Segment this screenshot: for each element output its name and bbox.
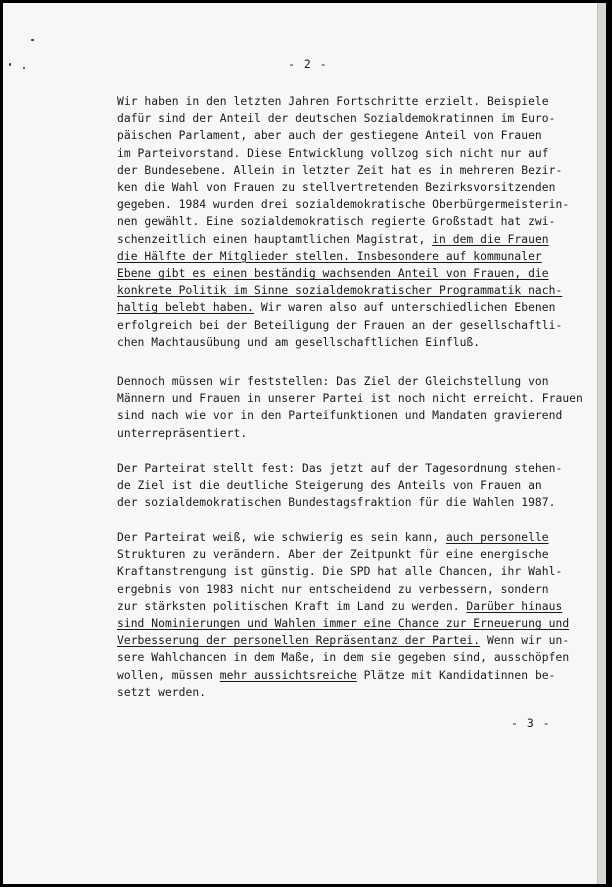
paragraph (117, 460, 577, 512)
underlined-text: Ebene gibt es einen beständig wachsenden Anteil von Frauen, die (117, 267, 549, 281)
scan-edge (597, 3, 606, 884)
underlined-text: Verbesserung der personellen Repräsentanz der Partei. (117, 634, 481, 648)
text-segment: Der Parteirat stellt fest: Das jetzt auf der Tagesordnung stehen- (117, 462, 563, 475)
text-line (117, 632, 577, 649)
text-segment: päischen Parlament, aber auch der gestiegene Anteil von Frauen (117, 129, 542, 143)
document-page (3, 3, 606, 884)
text-segment: der sozialdemokratischen Bundestagsfraktion für die Wahlen 1987. (117, 496, 556, 510)
text-segment: Wenn wir un- (480, 634, 570, 648)
text-line (117, 477, 577, 494)
text-segment: schenzeitlich einen hauptamtlichen Magistrat, (117, 232, 433, 246)
text-line (117, 317, 577, 334)
text-segment: erfolgreich bei der Beteiligung der Frauen an der gesellschaftli- (117, 318, 563, 332)
text-segment: im Parteivorstand. Diese Entwicklung vollzog sich nicht nur auf (117, 146, 549, 160)
text-line (117, 667, 577, 684)
text-segment: zur stärksten politischen Kraft im Land zu werden. (117, 599, 467, 613)
text-line (117, 93, 577, 110)
text-segment: Kraftanstrengung ist günstig. Die SPD hat alle Chancen, ihr Wahl- (117, 565, 563, 579)
text-line (117, 373, 577, 390)
text-segment: Strukturen zu verändern. Aber der Zeitpunkt für eine energische (117, 548, 549, 562)
text-segment: chen Machtausübung und am gesellschaftlichen Einfluß. (117, 335, 481, 349)
text-segment: nen gewählt. Eine sozialdemokratisch regierte Großstadt hat zwi- (117, 215, 556, 229)
text-segment: ken die Wahl von Frauen zu stellvertretenden Bezirksvorsitzenden (117, 181, 556, 195)
text-line (117, 145, 577, 162)
text-segment: Männern und Frauen in unserer Partei ist noch nicht erreicht. Frauen (117, 392, 583, 406)
text-line (117, 213, 577, 230)
text-segment: gegeben. 1984 wurden drei sozialdemokratische Oberbürgermeisterin- (117, 198, 570, 212)
text-segment: ergebnis von 1983 nicht nur entscheidend zu verbessern, sondern (117, 582, 549, 596)
text-segment: Wir haben in den letzten Jahren Fortschritte erzielt. Beispiele (117, 95, 549, 108)
underlined-text: sind Nominierungen und Wahlen immer eine Chance zur Erneuerung und (117, 617, 570, 631)
text-segment: unterrepräsentiert. (117, 426, 248, 440)
text-line (117, 563, 577, 580)
text-line (117, 598, 577, 615)
underlined-text: auch personelle (445, 531, 549, 544)
text-line (117, 334, 577, 351)
text-segment: Wir waren also auf unterschiedlichen Ebenen (254, 301, 556, 315)
text-segment: setzt werden. (117, 685, 207, 699)
text-line (117, 299, 577, 316)
text-segment: Dennoch müssen wir feststellen: Das Ziel der Gleichstellung von (117, 375, 549, 388)
text-line (117, 162, 577, 179)
text-line (117, 127, 577, 144)
text-line (117, 110, 577, 127)
next-page-indicator: - 3 - (511, 716, 551, 730)
paragraph (117, 529, 577, 701)
text-line (117, 494, 577, 511)
text-segment: der Bundesebene. Allein in letzter Zeit hat es in mehreren Bezir- (117, 163, 563, 177)
scan-speck (31, 39, 34, 41)
text-segment: Plätze mit Kandidatinnen be- (356, 668, 556, 682)
underlined-text: konkrete Politik im Sinne sozialdemokratischer Programmatik nach- (117, 284, 563, 298)
text-segment: wollen, müssen (117, 668, 220, 682)
text-line (117, 615, 577, 632)
text-line (117, 460, 577, 477)
underlined-text: die Hälfte der Mitglieder stellen. Insbesondere auf kommunaler (117, 249, 542, 263)
underlined-text: Darüber hinaus (466, 599, 563, 613)
underlined-text: in dem die Frauen (432, 232, 549, 246)
text-line (117, 231, 577, 248)
scan-speck (9, 63, 11, 66)
text-line (117, 529, 577, 546)
text-line (117, 684, 577, 701)
text-segment: sere Wahlchancen in dem Maße, in dem sie gegeben sind, ausschöpfen (117, 651, 570, 665)
text-line (117, 282, 577, 299)
underlined-text: haltig belebt haben. (117, 301, 255, 315)
text-line (117, 649, 577, 666)
text-segment: Der Parteirat weiß, wie schwierig es sein kann, (117, 531, 446, 544)
paragraph (117, 373, 583, 442)
text-line (117, 179, 577, 196)
text-line (117, 425, 577, 442)
text-segment: dafür sind der Anteil der deutschen Sozialdemokratinnen im Euro- (117, 112, 556, 126)
text-line (117, 546, 577, 563)
text-line (117, 390, 583, 407)
text-line (117, 265, 577, 282)
scan-speck (23, 67, 25, 69)
paragraph (117, 93, 577, 351)
text-line (117, 196, 577, 213)
underlined-text: mehr aussichtsreiche (219, 668, 357, 682)
text-segment: de Ziel ist die deutliche Steigerung des Anteils von Frauen an (117, 479, 542, 493)
page-number: - 2 - (288, 57, 328, 71)
text-line (117, 248, 577, 265)
text-line (117, 581, 577, 598)
text-line (117, 407, 577, 424)
text-segment: sind nach wie vor in den Parteifunktionen und Mandaten gravierend (117, 409, 563, 423)
